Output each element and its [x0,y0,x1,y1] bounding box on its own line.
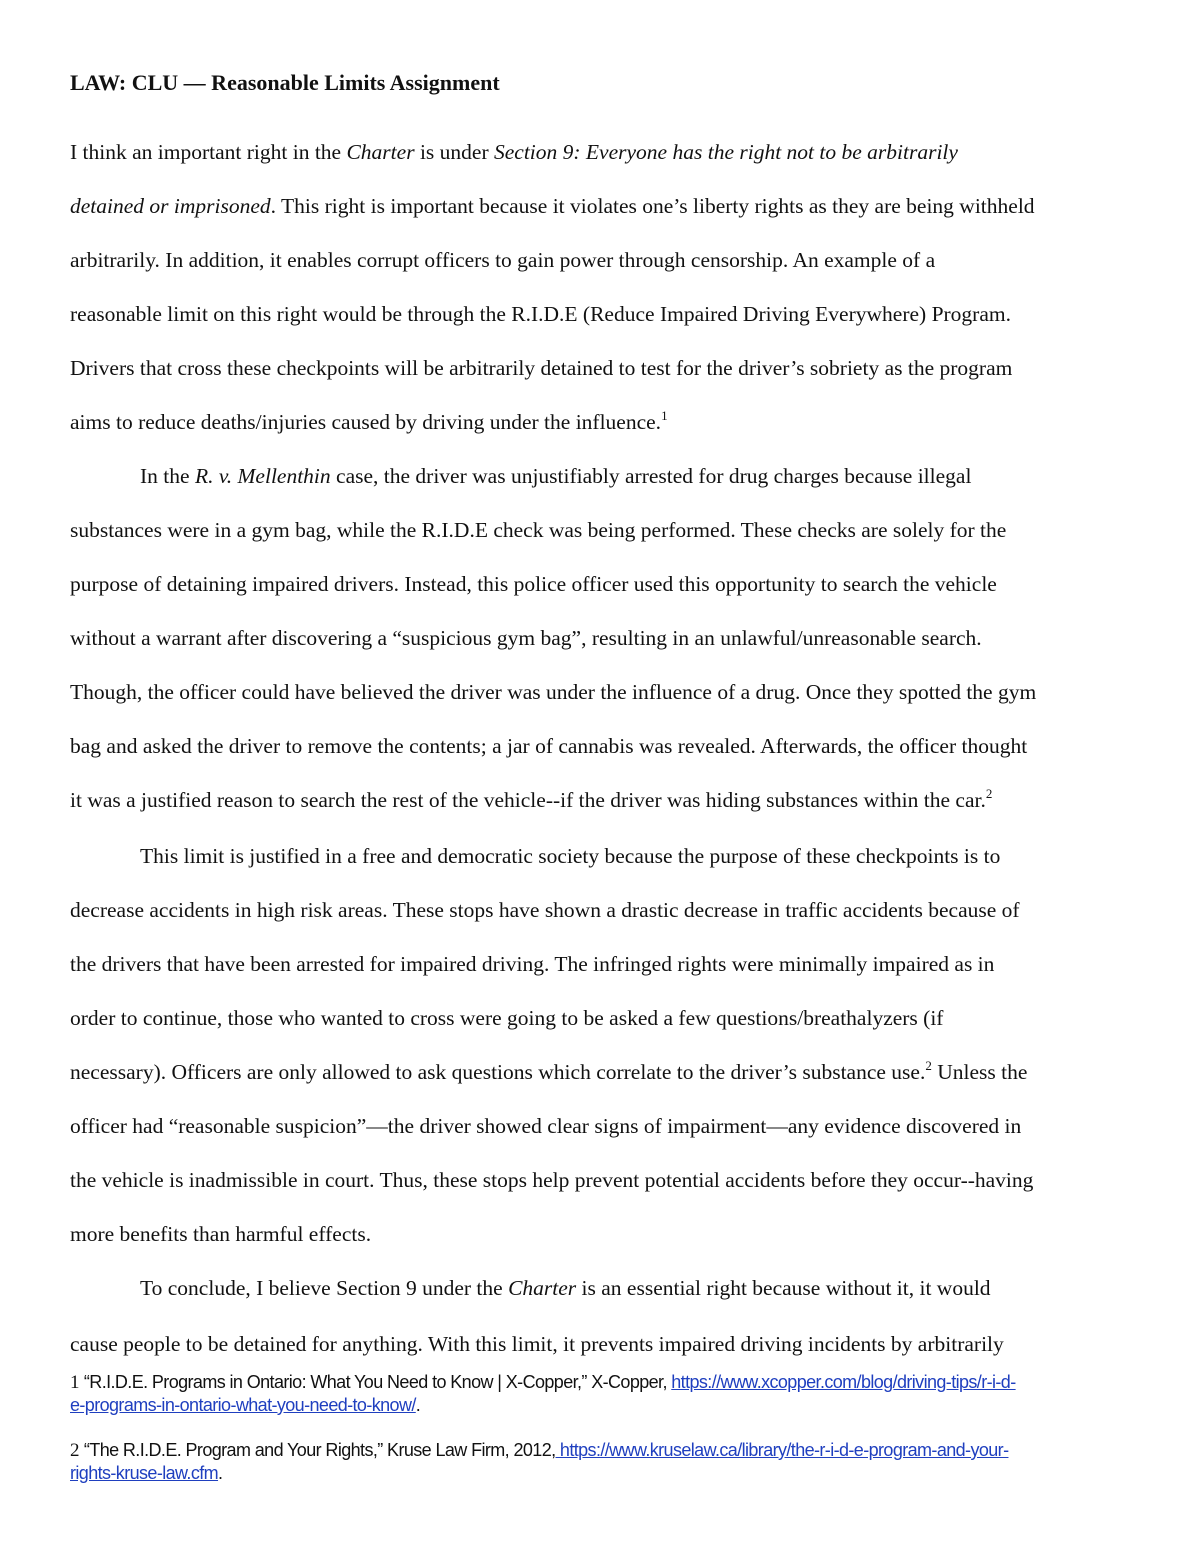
paragraph-3-line-7: the vehicle is inadmissible in court. Thus, these stops help prevent potential accidents before they occur--having [70,1168,1034,1192]
footnote-2 [70,1439,1008,1462]
paragraph-1-line-1 [70,138,958,166]
charter-italic: Charter [508,1276,577,1300]
text: case, the driver was unjustifiably arrested for drug charges because illegal [330,464,972,488]
case-name: R. v. Mellenthin [194,464,331,488]
text: it was a justified reason to search the rest of the vehicle--if the driver was hiding substances within the car. [70,788,986,812]
footnote-link[interactable]: e-programs-in-ontario-what-you-need-to-know/ [70,1395,416,1415]
footnote-number: 1 [70,1372,80,1393]
footnote-1 [70,1371,1016,1394]
footnote-link[interactable]: https://www.kruselaw.ca/library/the-r-i-d-e-program-and-your- [555,1440,1009,1460]
paragraph-3-line-6: officer had “reasonable suspicion”—the driver showed clear signs of impairment—any evidence discovered in [70,1114,1022,1138]
footnote-ref-1: 1 [661,408,668,423]
paragraph-2-line-1 [140,462,971,490]
paragraph-3-line-8: more benefits than harmful effects. [70,1222,372,1246]
footnote-link[interactable]: rights-kruse-law.cfm [70,1463,219,1483]
paragraph-1-line-2 [70,192,1035,220]
paragraph-3-line-3: the drivers that have been arrested for impaired driving. The infringed rights were minimally impaired as in [70,952,995,976]
paragraph-2-line-5: Though, the officer could have believed the driver was under the influence of a drug. Once they spotted the gym [70,680,1037,704]
footnote-text: “The R.I.D.E. Program and Your Rights,” Kruse Law Firm, 2012, [79,1440,556,1460]
footnote-end: . [218,1463,223,1483]
paragraph-1-line-4: reasonable limit on this right would be through the R.I.D.E (Reduce Impaired Driving Everywhere) Program. [70,302,1011,326]
text: is an essential right because without it, it would [576,1276,991,1300]
footnote-number: 2 [70,1440,80,1461]
paragraph-3-line-5 [70,1058,1027,1089]
paragraph-3-line-1: This limit is justified in a free and democratic society because the purpose of these checkpoints is to [140,844,1001,868]
paragraph-4-line-1 [140,1274,991,1302]
text: To conclude, I believe Section 9 under the [140,1276,509,1300]
text: . This right is important because it violates one’s liberty rights as they are being withheld [270,194,1035,218]
paragraph-4-line-2: cause people to be detained for anything. With this limit, it prevents impaired driving incidents by arbitrarily [70,1332,1004,1356]
paragraph-2-line-7 [70,786,992,817]
paragraph-3-line-4: order to continue, those who wanted to cross were going to be asked a few questions/breathalyzers (if [70,1006,944,1030]
paragraph-2-line-2: substances were in a gym bag, while the R.I.D.E check was being performed. These checks are solely for the [70,518,1007,542]
footnote-end: . [415,1395,421,1415]
text: In the [140,464,195,488]
charter-italic: Charter [346,140,415,164]
paragraph-1-line-6 [70,408,668,439]
paragraph-2-line-4: without a warrant after discovering a “suspicious gym bag”, resulting in an unlawful/unreasonable search. [70,626,982,650]
text: I think an important right in the [70,140,347,164]
footnote-1-continued [70,1394,420,1416]
paragraph-1-line-3: arbitrarily. In addition, it enables corrupt officers to gain power through censorship. An example of a [70,248,936,272]
paragraph-2-line-6: bag and asked the driver to remove the contents; a jar of cannabis was revealed. Afterwards, the officer thought [70,734,1028,758]
paragraph-3-line-2: decrease accidents in high risk areas. These stops have shown a drastic decrease in traffic accidents because of [70,898,1020,922]
footnote-link[interactable]: https://www.xcopper.com/blog/driving-tips/r-i-d- [671,1372,1016,1392]
text: is under [414,140,494,164]
section-9-quote: Section 9: Everyone has the right not to be arbitrarily [493,140,958,164]
footnote-ref-2: 2 [985,786,993,801]
section-9-quote-end: detained or imprisoned [70,194,271,218]
text: necessary). Officers are only allowed to ask questions which correlate to the driver’s substance use. [70,1060,926,1084]
text: Unless the [931,1060,1028,1084]
page-title: LAW: CLU — Reasonable Limits Assignment [70,70,500,95]
text: aims to reduce deaths/injuries caused by driving under the influence. [70,410,662,434]
footnote-text: “R.I.D.E. Programs in Ontario: What You Need to Know | X-Copper,” X-Copper, [79,1372,672,1392]
paragraph-1-line-5: Drivers that cross these checkpoints will be arbitrarily detained to test for the driver’s sobriety as the program [70,356,1013,380]
paragraph-2-line-3: purpose of detaining impaired drivers. Instead, this police officer used this opportunity to search the vehicle [70,572,997,596]
footnote-2-continued [70,1462,222,1484]
footnote-ref-2: 2 [925,1058,932,1073]
